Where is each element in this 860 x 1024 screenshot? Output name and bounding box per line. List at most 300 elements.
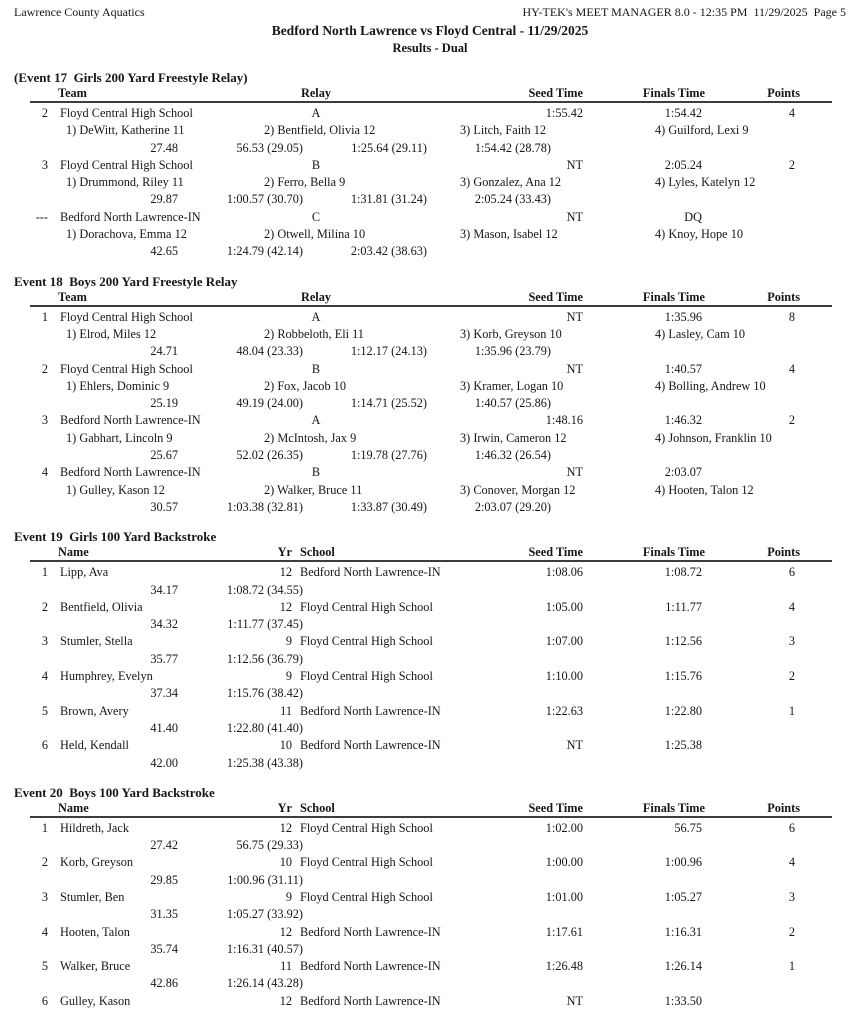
splits-line bbox=[0, 720, 860, 737]
event-title: (Event 17 Girls 200 Yard Freestyle Relay) bbox=[14, 70, 248, 85]
split-time: 27.48 bbox=[150, 140, 178, 155]
column-header-points: Points bbox=[767, 289, 800, 304]
school-name: Floyd Central High School bbox=[300, 820, 433, 835]
relay-swimmer: 3) Irwin, Cameron 12 bbox=[460, 430, 567, 445]
splits-line bbox=[0, 447, 860, 464]
splits-line bbox=[0, 755, 860, 772]
points-value: 4 bbox=[788, 361, 795, 376]
relay-swimmers-line bbox=[0, 174, 860, 191]
athlete-year: 12 bbox=[279, 565, 292, 580]
column-header-finals-time: Finals Time bbox=[642, 545, 705, 560]
school-name: Floyd Central High School bbox=[300, 634, 433, 649]
split-time: 30.57 bbox=[150, 499, 178, 514]
split-time: 1:12.17 (24.13) bbox=[350, 344, 427, 359]
place-rank: 4 bbox=[41, 669, 48, 684]
column-header-row bbox=[0, 545, 860, 560]
split-time: 56.53 (29.05) bbox=[236, 140, 303, 155]
school-name: Bedford North Lawrence-IN bbox=[300, 738, 441, 753]
athlete-year: 12 bbox=[279, 820, 292, 835]
splits-line bbox=[0, 906, 860, 923]
athlete-year: 9 bbox=[285, 889, 292, 904]
relay-swimmer: 4) Knoy, Hope 10 bbox=[655, 227, 743, 242]
relay-swimmer: 4) Hooten, Talon 12 bbox=[655, 482, 754, 497]
athlete-name: Lipp, Ava bbox=[60, 565, 109, 580]
points-value: 6 bbox=[788, 565, 795, 580]
meet-title: Bedford North Lawrence vs Floyd Central - 11/29/2025 bbox=[271, 23, 589, 38]
split-time: 31.35 bbox=[150, 907, 178, 922]
athlete-name: Bentfield, Olivia bbox=[60, 599, 143, 614]
finals-time: 1:25.38 bbox=[664, 738, 702, 753]
result-entry bbox=[0, 889, 860, 924]
column-header-finals-time: Finals Time bbox=[642, 800, 705, 815]
event-title: Event 18 Boys 200 Yard Freestyle Relay bbox=[14, 273, 238, 289]
split-time: 29.87 bbox=[150, 192, 178, 207]
finals-time: 1:35.96 bbox=[664, 309, 702, 324]
column-header-school: School bbox=[300, 800, 335, 815]
finals-time: 1:15.76 bbox=[664, 669, 702, 684]
athlete-name: Gulley, Kason bbox=[60, 993, 131, 1008]
relay-swimmers-line bbox=[0, 122, 860, 139]
school-name: Bedford North Lawrence-IN bbox=[300, 959, 441, 974]
result-entry bbox=[0, 668, 860, 703]
host-team-name: Lawrence County Aquatics bbox=[14, 5, 145, 19]
relay-letter: B bbox=[311, 157, 321, 172]
place-rank: 2 bbox=[41, 599, 48, 614]
split-time: 37.34 bbox=[150, 686, 178, 701]
split-time: 1:00.57 (30.70) bbox=[226, 192, 303, 207]
relay-swimmer: 3) Gonzalez, Ana 12 bbox=[460, 175, 562, 190]
column-header-finals-time: Finals Time bbox=[642, 86, 705, 100]
points-value: 1 bbox=[788, 959, 795, 974]
split-time: 2:05.24 (33.43) bbox=[474, 192, 551, 207]
column-header-points: Points bbox=[767, 545, 800, 560]
finals-time: 1:12.56 bbox=[664, 634, 702, 649]
split-time: 35.74 bbox=[150, 941, 178, 956]
entry-main-line bbox=[0, 209, 860, 226]
split-time: 1:24.79 (42.14) bbox=[226, 244, 303, 259]
relay-swimmer: 2) Robbeloth, Eli 11 bbox=[264, 326, 364, 341]
relay-swimmer: 3) Litch, Faith 12 bbox=[460, 123, 547, 138]
finals-time: 1:33.50 bbox=[664, 993, 702, 1008]
split-time: 42.00 bbox=[150, 755, 178, 770]
finals-time: 1:11.77 bbox=[665, 599, 702, 614]
relay-swimmer: 2) Walker, Bruce 11 bbox=[264, 482, 363, 497]
split-time: 1:15.76 (38.42) bbox=[226, 686, 303, 701]
split-time: 34.17 bbox=[150, 582, 178, 597]
entry-main-line bbox=[0, 820, 860, 837]
seed-time: 1:02.00 bbox=[545, 820, 583, 835]
relay-swimmer: 1) Gulley, Kason 12 bbox=[66, 482, 165, 497]
points-value: 3 bbox=[788, 889, 795, 904]
athlete-name: Korb, Greyson bbox=[60, 855, 134, 870]
split-time: 27.42 bbox=[150, 838, 178, 853]
split-time: 49.19 (24.00) bbox=[236, 396, 303, 411]
entry-main-line bbox=[0, 668, 860, 685]
split-time: 2:03.42 (38.63) bbox=[350, 244, 427, 259]
seed-time: 1:00.00 bbox=[545, 855, 583, 870]
splits-line bbox=[0, 872, 860, 889]
place-rank: 1 bbox=[41, 309, 48, 324]
entry-main-line bbox=[0, 105, 860, 122]
split-time: 1:03.38 (32.81) bbox=[226, 499, 303, 514]
relay-swimmer: 1) Dorachova, Emma 12 bbox=[66, 227, 187, 242]
relay-letter: B bbox=[311, 361, 321, 376]
relay-swimmer: 2) Otwell, Milina 10 bbox=[264, 227, 366, 242]
splits-line bbox=[0, 582, 860, 599]
athlete-name: Stumler, Stella bbox=[60, 634, 133, 649]
relay-swimmer: 4) Guilford, Lexi 9 bbox=[655, 123, 749, 138]
finals-time: DQ bbox=[684, 209, 702, 224]
split-time: 1:12.56 (36.79) bbox=[226, 651, 303, 666]
result-entry bbox=[0, 412, 860, 464]
seed-time: 1:17.61 bbox=[545, 924, 583, 939]
splits-line bbox=[0, 685, 860, 702]
seed-time: 1:22.63 bbox=[545, 703, 583, 718]
finals-time: 1:22.80 bbox=[664, 703, 702, 718]
result-entry bbox=[0, 993, 860, 1010]
split-time: 24.71 bbox=[150, 344, 178, 359]
team-name: Bedford North Lawrence-IN bbox=[60, 413, 201, 428]
place-rank: 3 bbox=[41, 413, 48, 428]
column-header-team: Team bbox=[58, 86, 87, 100]
place-rank: 6 bbox=[41, 993, 48, 1008]
seed-time: NT bbox=[566, 157, 583, 172]
seed-time: 1:05.00 bbox=[545, 599, 583, 614]
relay-swimmer: 3) Conover, Morgan 12 bbox=[460, 482, 576, 497]
splits-line bbox=[0, 343, 860, 360]
points-value: 4 bbox=[788, 599, 795, 614]
splits-line bbox=[0, 651, 860, 668]
result-entry bbox=[0, 737, 860, 772]
points-value: 3 bbox=[788, 634, 795, 649]
entry-main-line bbox=[0, 958, 860, 975]
split-time: 1:25.38 (43.38) bbox=[226, 755, 303, 770]
athlete-year: 9 bbox=[285, 634, 292, 649]
school-name: Floyd Central High School bbox=[300, 669, 433, 684]
column-header-points: Points bbox=[767, 86, 800, 100]
column-header-seed-time: Seed Time bbox=[528, 86, 583, 100]
event-section bbox=[0, 784, 860, 1010]
place-rank: 3 bbox=[41, 157, 48, 172]
split-time: 56.75 (29.33) bbox=[236, 838, 303, 853]
finals-time: 1:54.42 bbox=[664, 106, 702, 120]
relay-swimmer: 1) Ehlers, Dominic 9 bbox=[66, 378, 170, 393]
column-header-seed-time: Seed Time bbox=[528, 545, 583, 560]
relay-letter: A bbox=[311, 309, 321, 324]
seed-time: NT bbox=[566, 993, 583, 1008]
header-rule bbox=[30, 101, 832, 103]
school-name: Floyd Central High School bbox=[300, 855, 433, 870]
events-container bbox=[0, 69, 860, 1010]
school-name: Bedford North Lawrence-IN bbox=[300, 993, 441, 1008]
seed-time: 1:08.06 bbox=[545, 565, 583, 580]
split-time: 1:54.42 (28.78) bbox=[474, 140, 551, 155]
finals-time: 1:16.31 bbox=[664, 924, 702, 939]
relay-swimmer: 4) Lyles, Katelyn 12 bbox=[655, 175, 756, 190]
result-entry bbox=[0, 309, 860, 361]
event-section bbox=[0, 273, 860, 517]
split-time: 34.32 bbox=[150, 617, 178, 632]
team-name: Floyd Central High School bbox=[60, 309, 193, 324]
school-name: Floyd Central High School bbox=[300, 889, 433, 904]
column-header-row bbox=[0, 86, 860, 101]
splits-line bbox=[0, 243, 860, 260]
splits-line bbox=[0, 191, 860, 208]
split-time: 1:11.77 (37.45) bbox=[227, 617, 303, 632]
split-time: 25.67 bbox=[150, 448, 178, 463]
relay-swimmers-line bbox=[0, 326, 860, 343]
place-rank: 2 bbox=[41, 361, 48, 376]
points-value: 2 bbox=[788, 413, 795, 428]
finals-time: 1:05.27 bbox=[664, 889, 702, 904]
column-header-name: Name bbox=[58, 800, 89, 815]
result-entry bbox=[0, 599, 860, 634]
athlete-year: 12 bbox=[279, 599, 292, 614]
seed-time: 1:55.42 bbox=[545, 106, 583, 120]
school-name: Bedford North Lawrence-IN bbox=[300, 703, 441, 718]
entry-main-line bbox=[0, 737, 860, 754]
split-time: 1:46.32 (26.54) bbox=[474, 448, 551, 463]
split-time: 41.40 bbox=[150, 720, 178, 735]
place-rank: 6 bbox=[41, 738, 48, 753]
school-name: Bedford North Lawrence-IN bbox=[300, 565, 441, 580]
result-entry bbox=[0, 924, 860, 959]
relay-swimmer: 1) Drummond, Riley 11 bbox=[66, 175, 184, 190]
result-entry bbox=[0, 854, 860, 889]
athlete-name: Hildreth, Jack bbox=[60, 820, 129, 835]
finals-time: 2:03.07 bbox=[664, 465, 702, 480]
athlete-name: Hooten, Talon bbox=[60, 924, 130, 939]
entry-main-line bbox=[0, 633, 860, 650]
athlete-name: Walker, Bruce bbox=[60, 959, 131, 974]
split-time: 1:35.96 (23.79) bbox=[474, 344, 551, 359]
team-name: Bedford North Lawrence-IN bbox=[60, 465, 201, 480]
split-time: 42.86 bbox=[150, 976, 178, 991]
software-timestamp: HY-TEK's MEET MANAGER 8.0 - 12:35 PM 11/29/2025 Page 5 bbox=[522, 5, 846, 19]
result-entry bbox=[0, 703, 860, 738]
points-value: 1 bbox=[788, 703, 795, 718]
splits-line bbox=[0, 616, 860, 633]
seed-time: NT bbox=[566, 361, 583, 376]
column-header-seed-time: Seed Time bbox=[528, 800, 583, 815]
relay-swimmer: 3) Mason, Isabel 12 bbox=[460, 227, 558, 242]
athlete-name: Brown, Avery bbox=[60, 703, 129, 718]
column-header-name: Name bbox=[58, 545, 89, 560]
relay-swimmer: 1) DeWitt, Katherine 11 bbox=[66, 123, 185, 138]
relay-swimmer: 2) Bentfield, Olivia 12 bbox=[264, 123, 376, 138]
document-header bbox=[0, 5, 860, 20]
split-time: 1:26.14 (43.28) bbox=[226, 976, 303, 991]
split-time: 1:14.71 (25.52) bbox=[350, 396, 427, 411]
result-entry bbox=[0, 633, 860, 668]
finals-time: 1:00.96 bbox=[664, 855, 702, 870]
entry-main-line bbox=[0, 993, 860, 1010]
place-rank: 2 bbox=[41, 855, 48, 870]
finals-time: 56.75 bbox=[674, 820, 702, 835]
entry-main-line bbox=[0, 889, 860, 906]
seed-time: 1:07.00 bbox=[545, 634, 583, 649]
place-rank: 1 bbox=[41, 565, 48, 580]
splits-line bbox=[0, 395, 860, 412]
result-entry bbox=[0, 105, 860, 157]
split-time: 42.65 bbox=[150, 244, 178, 259]
relay-swimmer: 3) Kramer, Logan 10 bbox=[460, 378, 564, 393]
event-section bbox=[0, 69, 860, 261]
column-header-points: Points bbox=[767, 800, 800, 815]
splits-line bbox=[0, 837, 860, 854]
seed-time: NT bbox=[566, 738, 583, 753]
seed-time: 1:48.16 bbox=[545, 413, 583, 428]
split-time: 1:31.81 (31.24) bbox=[350, 192, 427, 207]
relay-swimmer: 2) Fox, Jacob 10 bbox=[264, 378, 346, 393]
place-rank: 5 bbox=[41, 703, 48, 718]
column-header-yr: Yr bbox=[277, 545, 292, 560]
points-value: 4 bbox=[788, 106, 795, 120]
team-name: Floyd Central High School bbox=[60, 157, 193, 172]
athlete-year: 9 bbox=[285, 669, 292, 684]
place-rank: 1 bbox=[41, 820, 48, 835]
place-rank: 4 bbox=[41, 924, 48, 939]
splits-line bbox=[0, 140, 860, 157]
points-value: 8 bbox=[788, 309, 795, 324]
athlete-year: 12 bbox=[279, 993, 292, 1008]
athlete-year: 11 bbox=[280, 703, 292, 718]
split-time: 35.77 bbox=[150, 651, 178, 666]
entry-main-line bbox=[0, 599, 860, 616]
relay-swimmers-line bbox=[0, 430, 860, 447]
finals-time: 1:40.57 bbox=[664, 361, 702, 376]
relay-swimmer: 2) McIntosh, Jax 9 bbox=[264, 430, 357, 445]
split-time: 2:03.07 (29.20) bbox=[474, 499, 551, 514]
splits-line bbox=[0, 941, 860, 958]
entry-main-line bbox=[0, 157, 860, 174]
seed-time: NT bbox=[566, 465, 583, 480]
school-name: Bedford North Lawrence-IN bbox=[300, 924, 441, 939]
result-entry bbox=[0, 820, 860, 855]
split-time: 52.02 (26.35) bbox=[236, 448, 303, 463]
relay-swimmer: 3) Korb, Greyson 10 bbox=[460, 326, 562, 341]
relay-swimmer: 4) Johnson, Franklin 10 bbox=[655, 430, 772, 445]
team-name: Floyd Central High School bbox=[60, 361, 193, 376]
event-title: Event 19 Girls 100 Yard Backstroke bbox=[14, 529, 217, 545]
column-header-row bbox=[0, 290, 860, 305]
athlete-year: 10 bbox=[279, 855, 292, 870]
entry-main-line bbox=[0, 412, 860, 429]
split-time: 1:40.57 (25.86) bbox=[474, 396, 551, 411]
finals-time: 1:26.14 bbox=[664, 959, 702, 974]
entry-main-line bbox=[0, 361, 860, 378]
entry-main-line bbox=[0, 854, 860, 871]
split-time: 1:00.96 (31.11) bbox=[227, 872, 303, 887]
column-header-school: School bbox=[300, 545, 335, 560]
event-section bbox=[0, 528, 860, 772]
place-rank: 4 bbox=[41, 465, 48, 480]
report-type: Results - Dual bbox=[392, 41, 468, 55]
header-rule bbox=[30, 816, 832, 818]
seed-time: NT bbox=[566, 209, 583, 224]
relay-letter: A bbox=[311, 106, 321, 120]
team-name: Floyd Central High School bbox=[60, 106, 193, 120]
relay-letter: B bbox=[311, 465, 321, 480]
athlete-name: Humphrey, Evelyn bbox=[60, 669, 153, 684]
seed-time: 1:01.00 bbox=[545, 889, 583, 904]
column-header-team: Team bbox=[58, 289, 87, 304]
finals-time: 1:46.32 bbox=[664, 413, 702, 428]
relay-swimmer: 1) Gabhart, Lincoln 9 bbox=[66, 430, 173, 445]
athlete-year: 12 bbox=[279, 924, 292, 939]
column-header-yr: Yr bbox=[277, 800, 292, 815]
splits-line bbox=[0, 975, 860, 992]
seed-time: 1:26.48 bbox=[545, 959, 583, 974]
result-entry bbox=[0, 157, 860, 209]
entry-main-line bbox=[0, 924, 860, 941]
column-header-row bbox=[0, 801, 860, 816]
athlete-name: Held, Kendall bbox=[60, 738, 129, 753]
event-title: Event 20 Boys 100 Yard Backstroke bbox=[14, 784, 215, 800]
school-name: Floyd Central High School bbox=[300, 599, 433, 614]
split-time: 1:22.80 (41.40) bbox=[226, 720, 303, 735]
relay-swimmer: 1) Elrod, Miles 12 bbox=[66, 326, 157, 341]
finals-time: 1:08.72 bbox=[664, 565, 702, 580]
relay-letter: A bbox=[311, 413, 321, 428]
relay-swimmer: 4) Lasley, Cam 10 bbox=[655, 326, 746, 341]
result-entry bbox=[0, 361, 860, 413]
splits-line bbox=[0, 499, 860, 516]
split-time: 1:19.78 (27.76) bbox=[350, 448, 427, 463]
team-name: Bedford North Lawrence-IN bbox=[60, 209, 201, 224]
split-time: 48.04 (23.33) bbox=[236, 344, 303, 359]
finals-time: 2:05.24 bbox=[664, 157, 702, 172]
result-entry bbox=[0, 209, 860, 261]
athlete-year: 11 bbox=[280, 959, 292, 974]
column-header-relay: Relay bbox=[300, 86, 332, 100]
split-time: 29.85 bbox=[150, 872, 178, 887]
result-entry bbox=[0, 464, 860, 516]
relay-letter: C bbox=[311, 209, 321, 224]
split-time: 1:33.87 (30.49) bbox=[350, 499, 427, 514]
points-value: 6 bbox=[788, 820, 795, 835]
seed-time: NT bbox=[566, 309, 583, 324]
relay-swimmers-line bbox=[0, 482, 860, 499]
athlete-name: Stumler, Ben bbox=[60, 889, 125, 904]
column-header-finals-time: Finals Time bbox=[642, 289, 705, 304]
points-value: 2 bbox=[788, 669, 795, 684]
header-rule bbox=[30, 305, 832, 307]
place-rank: 5 bbox=[41, 959, 48, 974]
relay-swimmers-line bbox=[0, 378, 860, 395]
seed-time: 1:10.00 bbox=[545, 669, 583, 684]
entry-main-line bbox=[0, 564, 860, 581]
relay-swimmer: 4) Bolling, Andrew 10 bbox=[655, 378, 766, 393]
points-value: 2 bbox=[788, 924, 795, 939]
place-rank: 2 bbox=[41, 106, 48, 120]
split-time: 1:16.31 (40.57) bbox=[226, 941, 303, 956]
split-time: 1:08.72 (34.55) bbox=[226, 582, 303, 597]
relay-swimmer: 2) Ferro, Bella 9 bbox=[264, 175, 346, 190]
column-header-relay: Relay bbox=[300, 289, 332, 304]
athlete-year: 10 bbox=[279, 738, 292, 753]
entry-main-line bbox=[0, 703, 860, 720]
place-rank: 3 bbox=[41, 889, 48, 904]
split-time: 1:25.64 (29.11) bbox=[351, 140, 427, 155]
place-rank: --- bbox=[35, 209, 48, 224]
split-time: 1:05.27 (33.92) bbox=[226, 907, 303, 922]
points-value: 2 bbox=[788, 157, 795, 172]
result-entry bbox=[0, 958, 860, 993]
column-header-seed-time: Seed Time bbox=[528, 289, 583, 304]
entry-main-line bbox=[0, 464, 860, 481]
points-value: 4 bbox=[788, 855, 795, 870]
